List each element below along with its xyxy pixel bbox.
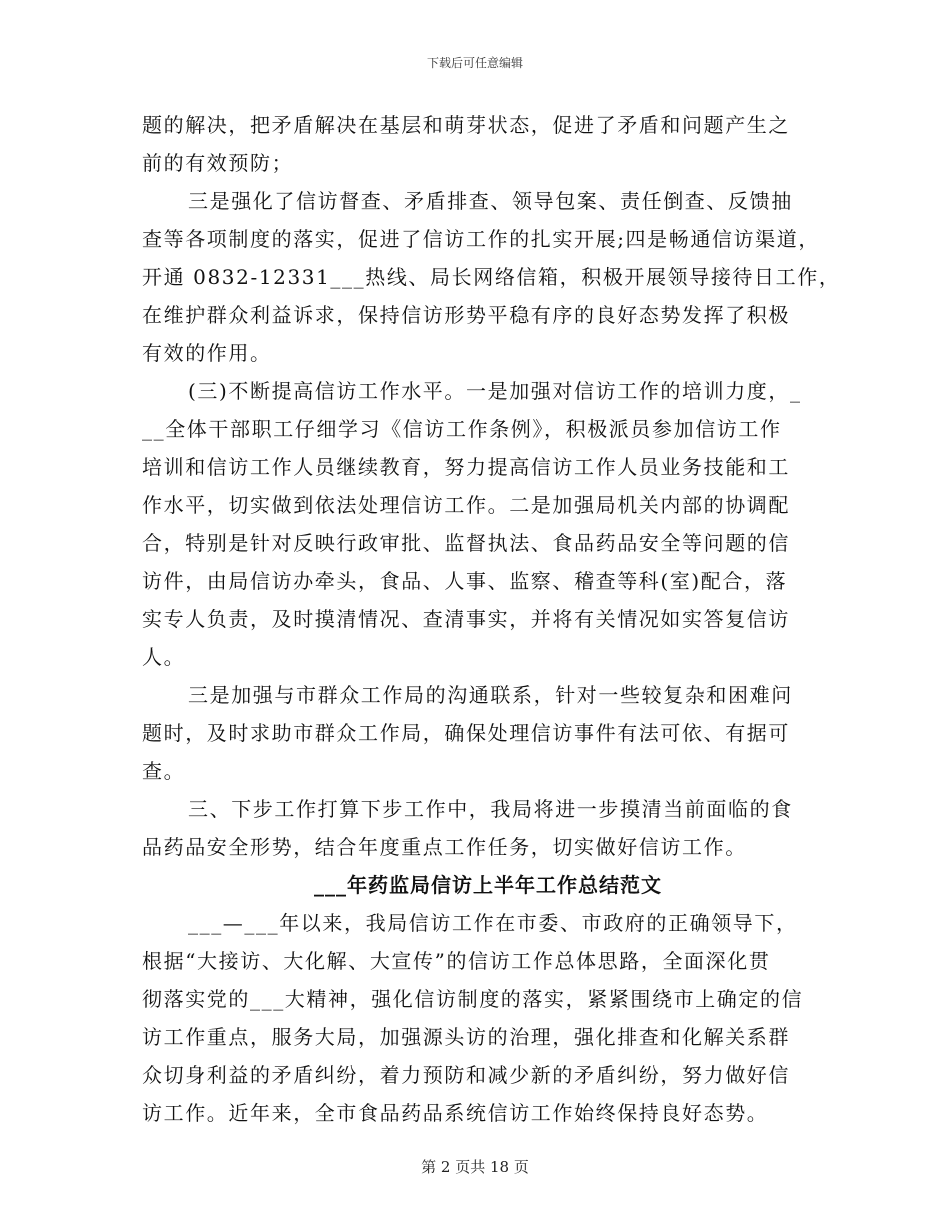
text-line: 众切身利益的矛盾纠纷，着力预防和减少新的矛盾纠纷，努力做好信 (142, 1063, 790, 1087)
text-line: 合，特别是针对反映行政审批、监督执法、食品药品安全等问题的信 (142, 531, 790, 555)
paragraph-start-line: 三、下步工作打算下步工作中，我局将进一步摸清当前面临的食 (188, 797, 793, 821)
text-line: 访件，由局信访办牵头，食品、人事、监察、稽查等科(室)配合，落 (142, 569, 788, 593)
section-title: ___年药监局信访上半年工作总结范文 (314, 873, 662, 897)
text-line: __全体干部职工仔细学习《信访工作条例》，积极派员参加信访工作 (142, 417, 782, 441)
text-line: 题时，及时求助市群众工作局，确保处理信访事件有法可依、有据可 (142, 721, 790, 745)
page-number: 第 2 页共 18 页 (421, 1158, 529, 1176)
paragraph-start-line: ___—___年以来，我局信访工作在市委、市政府的正确领导下， (188, 911, 798, 935)
text-line: 访工作重点，服务大局，加强源头访的治理，强化排查和化解关系群 (142, 1025, 790, 1049)
paragraph-start-line: 三是加强与市群众工作局的沟通联系，针对一些较复杂和困难问 (188, 683, 793, 707)
text-line: 人。 (142, 645, 186, 669)
text-line: 题的解决，把矛盾解决在基层和萌芽状态，促进了矛盾和问题产生之 (142, 113, 790, 137)
paragraph-start-line: 三是强化了信访督查、矛盾排查、领导包案、责任倒查、反馈抽 (188, 189, 793, 213)
page-header: 下载后可任意编辑 (426, 56, 523, 70)
text-line: 彻落实党的___大精神，强化信访制度的落实，紧紧围绕市上确定的信 (142, 987, 804, 1011)
text-line: 品药品安全形势，结合年度重点工作任务，切实做好信访工作。 (142, 835, 747, 859)
text-line: 在维护群众利益诉求，保持信访形势平稳有序的良好态势发挥了积极 (142, 303, 790, 327)
text-line: 根据“大接访、大化解、大宣传”的信访工作总体思路，全面深化贯 (142, 949, 771, 973)
document-body (142, 106, 841, 1132)
text-line: 开通 0832-12331___热线、局长网络信箱，积极开展领导接待日工作， (142, 265, 841, 289)
text-line: 查等各项制度的落实，促进了信访工作的扎实开展;四是畅通信访渠道， (142, 227, 820, 251)
text-line: 实专人负责，及时摸清情况、查清事实，并将有关情况如实答复信访 (142, 607, 790, 631)
text-line: 有效的作用。 (142, 341, 272, 365)
text-line: 访工作。近年来，全市食品药品系统信访工作始终保持良好态势。 (142, 1101, 769, 1125)
text-line: 前的有效预防； (142, 151, 294, 175)
paragraph-start-line: (三)不断提高信访工作水平。一是加强对信访工作的培训力度，_ (188, 379, 802, 403)
text-line: 作水平，切实做到依法处理信访工作。二是加强局机关内部的协调配 (142, 493, 790, 517)
text-line: 培训和信访工作人员继续教育，努力提高信访工作人员业务技能和工 (142, 455, 790, 479)
text-line: 查。 (142, 759, 186, 783)
